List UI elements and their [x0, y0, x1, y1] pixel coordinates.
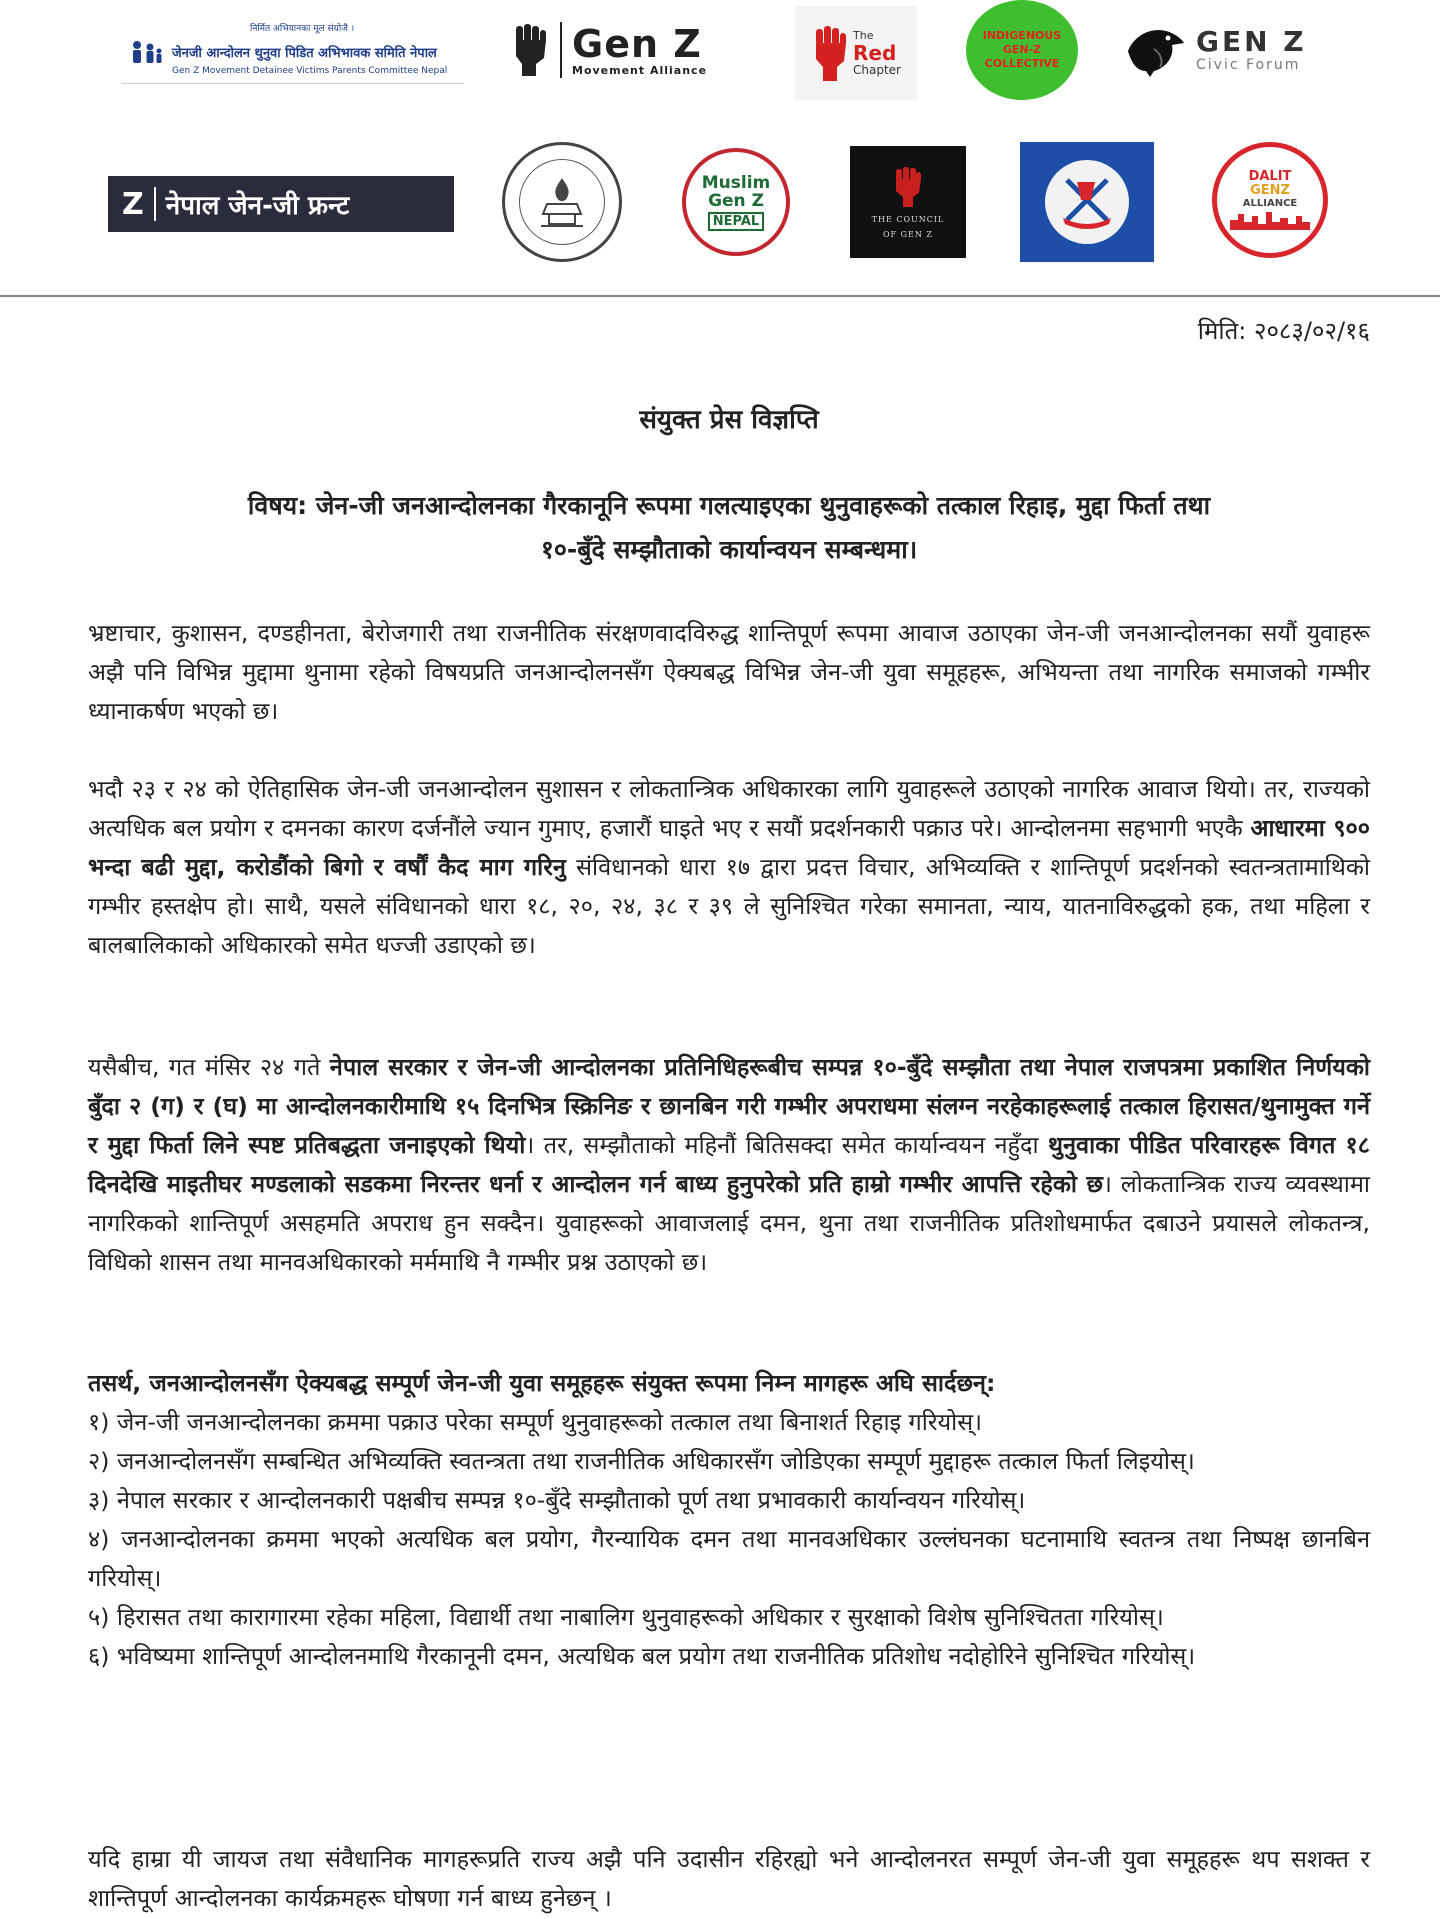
- muslim-line1: Muslim: [701, 172, 771, 193]
- parents-committee-title-en: Gen Z Movement Detainee Victims Parents Committee Nepal: [172, 66, 448, 76]
- parents-committee-top-text: निर्मित अभियानका मूल संयोजै ।: [250, 24, 355, 34]
- council-fist-icon: [893, 165, 923, 209]
- parents-association-seal-logo: [502, 142, 622, 262]
- civic-forum-sub: Civic Forum: [1196, 57, 1301, 73]
- para2-bold: आधारमा ९०० भन्दा बढी मुद्दा, करोडौंको बिगो र वर्षौं कैद माग गरिनु: [88, 814, 1370, 881]
- genz-movement-alliance-logo: [510, 12, 730, 88]
- indigenous-genz-collective-logo: [966, 0, 1078, 100]
- header-divider: [0, 295, 1440, 297]
- demand-item: ६) भविष्यमा शान्तिपूर्ण आन्दोलनमाथि गैरकानूनी दमन, अत्यधिक बल प्रयोग तथा राजनीतिक प्रतिशोध नदोहोरिने सुनिश्चित गरियोस्।: [88, 1642, 1196, 1670]
- para3-text-c: । तर, सम्झौताको महिनौं बितिसक्दा समेत कार्यान्वयन नहुँदा: [525, 1131, 1048, 1159]
- demands-section: [88, 1364, 1370, 1676]
- red-chapter-the: The: [853, 29, 874, 42]
- subject-line: [88, 484, 1370, 572]
- red-chapter-chapter: Chapter: [853, 63, 901, 77]
- paragraph-closing: यदि हाम्रा यी जायज तथा संवैधानिक मागहरूप्रति राज्य अझै पनि उदासीन रहिरह्यो भने आन्दोलनरत सम्पूर्ण जेन-जी युवा समूहहरू थप सशक्त र शान्तिपूर्ण आन्दोलनका कार्यक्रमहरू घोषणा गर्न बाध्य हुनेछन् ।: [88, 1845, 1370, 1912]
- crow-icon: [1124, 21, 1186, 79]
- genz-civic-forum-logo: [1124, 14, 1324, 86]
- demand-item: ३) नेपाल सरकार र आन्दोलनकारी पक्षबीच सम्पन्न १०-बुँदे सम्झौताको पूर्ण तथा प्रभावकारी कार्यान्वयन गरियोस्।: [88, 1486, 1026, 1514]
- dalit-line3: ALLIANCE: [1242, 198, 1298, 209]
- indigenous-line1: INDIGENOUS: [982, 29, 1062, 42]
- muslim-line3: NEPAL: [708, 212, 764, 231]
- red-chapter-red: Red: [853, 41, 897, 65]
- genz-movement-alliance-sub: Movement Alliance: [572, 63, 708, 77]
- council-line2: OF GEN Z: [883, 230, 933, 239]
- genz-nepal-badge-logo: [1020, 142, 1154, 262]
- parents-committee-logo: [122, 14, 464, 84]
- skyline-icon: [1230, 210, 1310, 230]
- crossed-tools-icon: [1055, 172, 1119, 232]
- demand-item: २) जनआन्दोलनसँग सम्बन्धित अभिव्यक्ति स्वतन्त्रता तथा राजनीतिक अधिकारसँग जोडिएका सम्पूर्ण मुद्दाहरू तत्काल फिर्ता लिइयोस्।: [88, 1447, 1195, 1475]
- demands-lead: तसर्थ, जनआन्दोलनसँग ऐक्यबद्ध सम्पूर्ण जेन-जी युवा समूहहरू संयुक्त रूपमा निम्न मागहरू अघि सार्दछन्:: [88, 1369, 996, 1397]
- council-of-genz-logo: [850, 146, 966, 258]
- press-release-heading: संयुक्त प्रेस विज्ञप्ति: [639, 405, 819, 435]
- nepal-front-mark: Z: [122, 186, 144, 222]
- red-chapter-logo: [795, 6, 917, 100]
- para3-text-a: यसैबीच, गत मंसिर २४ गते: [88, 1053, 330, 1081]
- release-date: मिति: २०८३/०२/१६: [1197, 317, 1370, 345]
- council-line1: THE COUNCIL: [871, 215, 945, 224]
- para3-text-e: । लोकतान्त्रिक राज्य व्यवस्थामा नागरिकको शान्तिपूर्ण असहमति अपराध हुन सक्दैन। युवाहरूको आवाजलाई दमन, थुना तथा राजनीतिक प्रतिशोधमार्फत दबाउने प्रयासले लोकतन्त्र, विधिको शासन तथा मानवअधिकारको मर्ममाथि नै गम्भीर प्रश्न उठाएको छ।: [88, 1170, 1370, 1276]
- indigenous-line3: COLLECTIVE: [984, 57, 1060, 70]
- nepal-front-text: नेपाल जेन-जी फ्रन्ट: [165, 191, 350, 221]
- subject-line-1: विषय: जेन-जी जनआन्दोलनका गैरकानूनि रूपमा गलत्याइएका थुनुवाहरूको तत्काल रिहाइ, मुद्दा फिर्ता तथा: [247, 491, 1211, 520]
- civic-forum-name: GEN Z: [1196, 25, 1307, 58]
- red-fist-icon: [811, 23, 851, 83]
- raised-fist-icon: [510, 22, 550, 78]
- subject-line-2: १०-बुँदे सम्झौताको कार्यान्वयन सम्बन्धमा।: [540, 535, 918, 564]
- logo-band: [0, 0, 1440, 296]
- paragraph-background: [88, 770, 1370, 965]
- family-icon: [130, 40, 164, 64]
- temple-flame-icon: [537, 174, 587, 230]
- parents-committee-title-np: जेनजी आन्दोलन थुनुवा पिडित अभिभावक समिति नेपाल: [172, 46, 437, 61]
- nepal-genz-front-logo: [108, 176, 454, 232]
- dalit-genz-alliance-logo: [1212, 142, 1328, 258]
- paragraph-agreement: [88, 1048, 1370, 1282]
- para3-bold-b: नेपाल सरकार र जेन-जी आन्दोलनका प्रतिनिधिहरूबीच सम्पन्न १०-बुँदे सम्झौता तथा नेपाल राजपत्रमा प्रकाशित निर्णयको बुँदा २ (ग) र (घ) मा आन्दोलनकारीमाथि १५ दिनभित्र स्क्रिनिङ र छानबिन गरी गम्भीर अपराधमा संलग्न नरहेकाहरूलाई तत्काल हिरासत/थुनामुक्त गर्ने र मुद्दा फिर्ता लिने स्पष्ट प्रतिबद्धता जनाइएको थियो: [88, 1053, 1370, 1159]
- paragraph-intro: भ्रष्टाचार, कुशासन, दण्डहीनता, बेरोजगारी तथा राजनीतिक संरक्षणवादविरुद्ध शान्तिपूर्ण रूपमा आवाज उठाएका जेन-जी जनआन्दोलनका सयौं युवाहरू अझै पनि विभिन्न मुद्दामा थुनामा रहेको विषयप्रति जनआन्दोलनसँग ऐक्यबद्ध विभिन्न जेन-जी युवा समूहहरू, अभियन्ता तथा नागरिक समाजको गम्भीर ध्यानाकर्षण भएको छ।: [88, 619, 1370, 725]
- demand-item: १) जेन-जी जनआन्दोलनका क्रममा पक्राउ परेका सम्पूर्ण थुनुवाहरूको तत्काल तथा बिनाशर्त रिहाइ गरियोस्।: [88, 1408, 982, 1436]
- indigenous-line2: GEN-Z: [1002, 43, 1042, 56]
- genz-movement-alliance-name: Gen Z: [572, 21, 702, 66]
- para2-text-a: भदौ २३ र २४ को ऐतिहासिक जेन-जी जनआन्दोलन सुशासन र लोकतान्त्रिक अधिकारका लागि युवाहरूले उठाएको नागरिक आवाज थियो। तर, राज्यको अत्यधिक बल प्रयोग र दमनका कारण दर्जनौंले ज्यान गुमाए, हजारौं घाइते भए र सयौं प्रदर्शनकारी पक्राउ परे। आन्दोलनमा सहभागी भएकै: [88, 775, 1370, 842]
- para2-text-c: संविधानको धारा १७ द्वारा प्रदत्त विचार, अभिव्यक्ति र शान्तिपूर्ण प्रदर्शनको स्वतन्त्रतामाथिको गम्भीर हस्तक्षेप हो। साथै, यसले संविधानको धारा १८, २०, २४, ३८ र ३९ ले सुनिश्चित गरेका समानता, न्याय, यातनाविरुद्धको हक, तथा महिला र बालबालिकाको अधिकारको समेत धज्जी उडाएको छ।: [88, 853, 1370, 959]
- muslim-line2: Gen Z: [708, 190, 764, 211]
- muslim-genz-nepal-logo: [682, 148, 790, 256]
- dalit-line2: GENZ: [1250, 183, 1290, 198]
- dalit-line1: DALIT: [1248, 169, 1292, 184]
- para3-bold-d: थुनुवाका पीडित परिवारहरू विगत १८ दिनदेखि माइतीघर मण्डलाको सडकमा निरन्तर धर्ना र आन्दोलन गर्न बाध्य हुनुपरेको प्रति हाम्रो गम्भीर आपत्ति रहेको छ: [88, 1131, 1370, 1198]
- demand-item: ४) जनआन्दोलनका क्रममा भएको अत्यधिक बल प्रयोग, गैरन्यायिक दमन तथा मानवअधिकार उल्लंघनका घटनामाथि स्वतन्त्र तथा निष्पक्ष छानबिन गरियोस्।: [88, 1525, 1370, 1592]
- demand-item: ५) हिरासत तथा कारागारमा रहेका महिला, विद्यार्थी तथा नाबालिग थुनुवाहरूको अधिकार र सुरक्षाको विशेष सुनिश्चितता गरियोस्।: [88, 1603, 1164, 1631]
